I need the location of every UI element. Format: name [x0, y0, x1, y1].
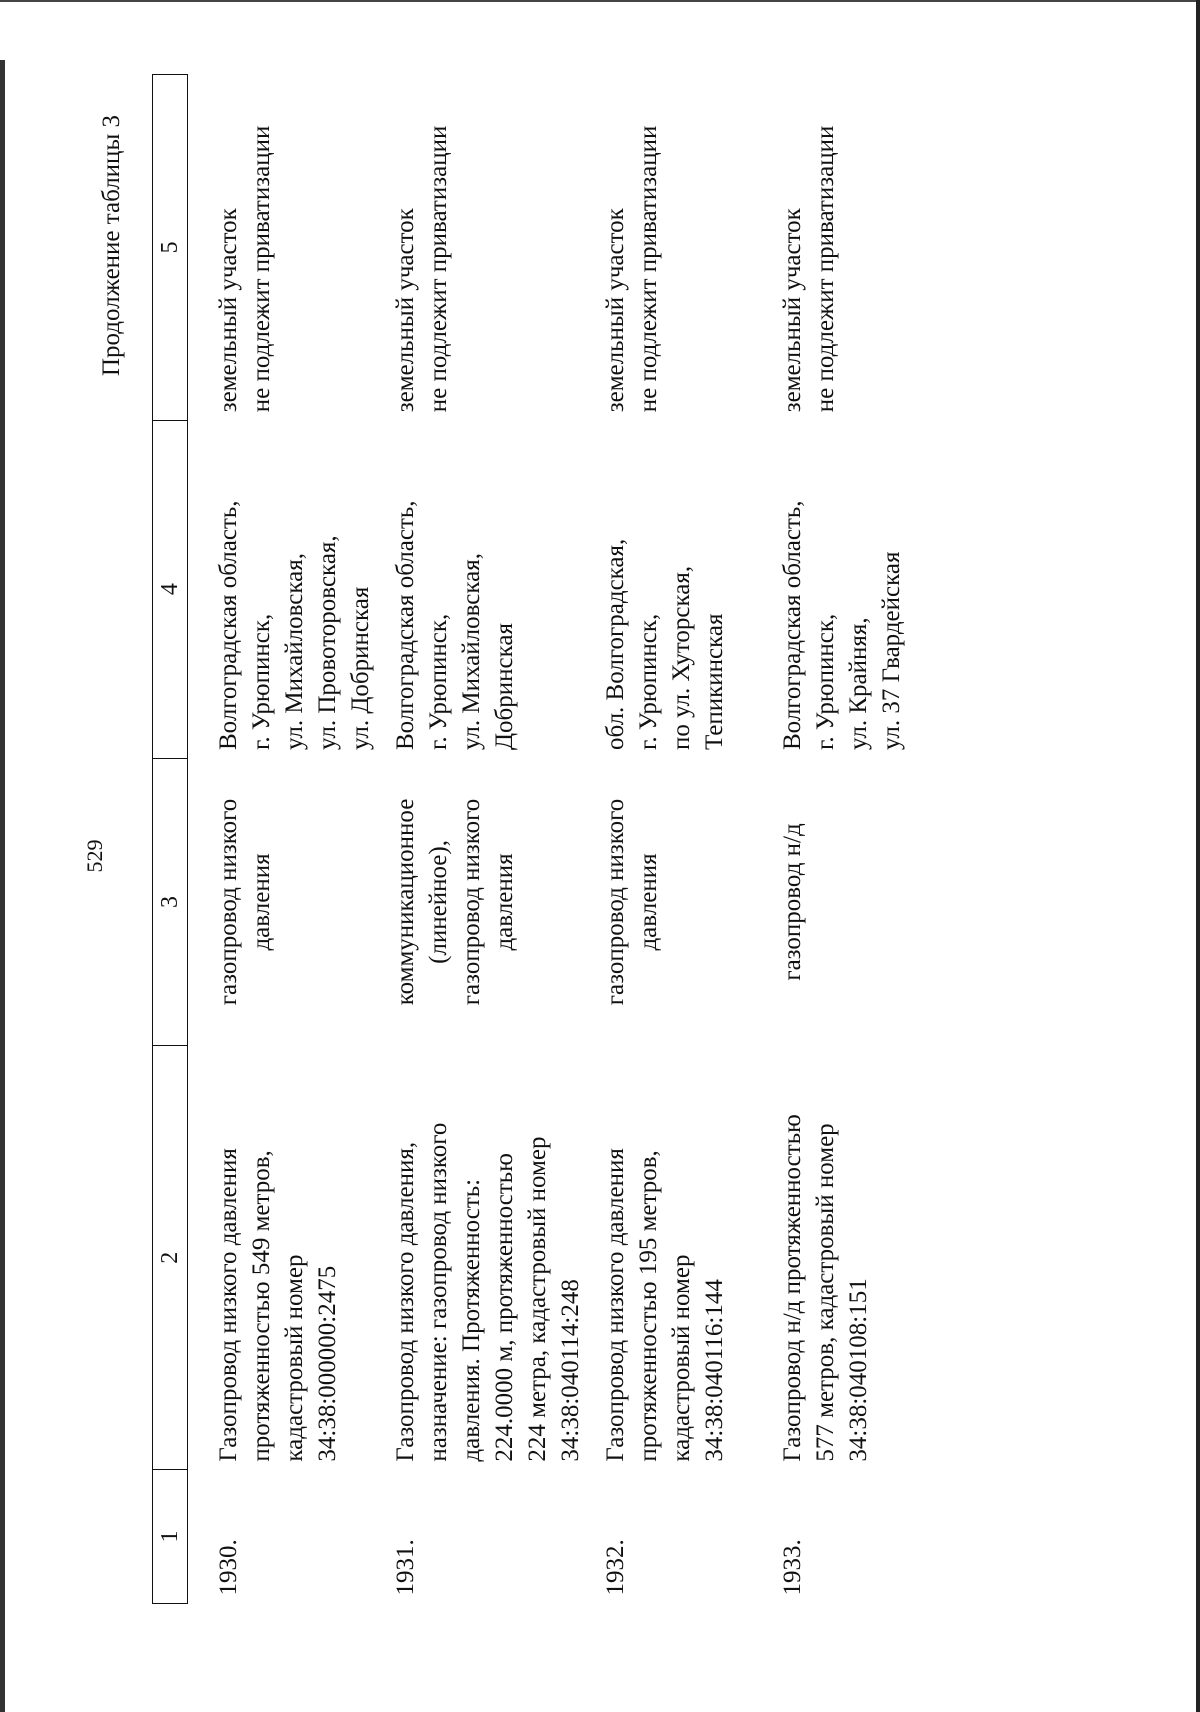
table-row [776, 75, 920, 1604]
table-header-row [153, 75, 188, 1604]
object-description: Газопровод низкого давления протяженностью 549 метров, кадастровый номер 34:38:000000:2475 [215, 1148, 341, 1462]
object-address: Волгоградская область, г. Урюпинск, ул. Михайловская, ул. Провоторовская, ул. Добринская [215, 500, 374, 751]
column-header-5: 5 [153, 75, 188, 421]
object-note: земельный участок не подлежит приватизации [392, 125, 452, 413]
object-description: Газопровод низкого давления, назначение: газопровод низкого давления. Протяженность: 224.0000 м, протяженностью 224 метра, кадастровый номер 34:38:040114:248 [392, 1122, 584, 1462]
column-header-1: 1 [153, 1470, 188, 1604]
object-description: Газопровод н/д протяженностью 577 метров, кадастровый номер 34:38:040108:151 [779, 1114, 872, 1462]
object-type: коммуникационное (линейное), газопровод низкого давления [392, 798, 518, 1006]
row-number: 1932. [602, 1539, 629, 1596]
object-address: Волгоградская область, г. Урюпинск, ул. Крайняя, ул. 37 Гвардейская [779, 500, 905, 751]
property-table [152, 74, 920, 1604]
object-note: земельный участок не подлежит приватизации [215, 125, 275, 413]
row-number: 1930. [215, 1539, 242, 1596]
object-description: Газопровод низкого давления протяженностью 195 метров, кадастровый номер 34:38:040116:144 [602, 1148, 728, 1462]
table-row [389, 75, 599, 1604]
object-type: газопровод низкого давления [602, 798, 662, 1006]
table-row [599, 75, 776, 1604]
column-header-2: 2 [153, 1046, 188, 1470]
table-continuation-label: Продолжение таблицы 3 [98, 115, 125, 377]
object-type: газопровод низкого давления [215, 798, 275, 1006]
column-header-3: 3 [153, 758, 188, 1046]
row-number: 1933. [779, 1539, 806, 1596]
object-note: земельный участок не подлежит приватизации [779, 125, 839, 413]
column-header-4: 4 [153, 420, 188, 758]
object-note: земельный участок не подлежит приватизации [602, 125, 662, 413]
object-address: Волгоградская область, г. Урюпинск, ул. Михайловская, Добринская [392, 500, 518, 751]
table-row [188, 75, 390, 1604]
object-type: газопровод н/д [779, 823, 806, 981]
page-number: 529 [82, 839, 107, 873]
row-number: 1931. [392, 1539, 419, 1596]
object-address: обл. Волгоградская, г. Урюпинск, по ул. Хуторская, Тепикинская [602, 538, 728, 751]
